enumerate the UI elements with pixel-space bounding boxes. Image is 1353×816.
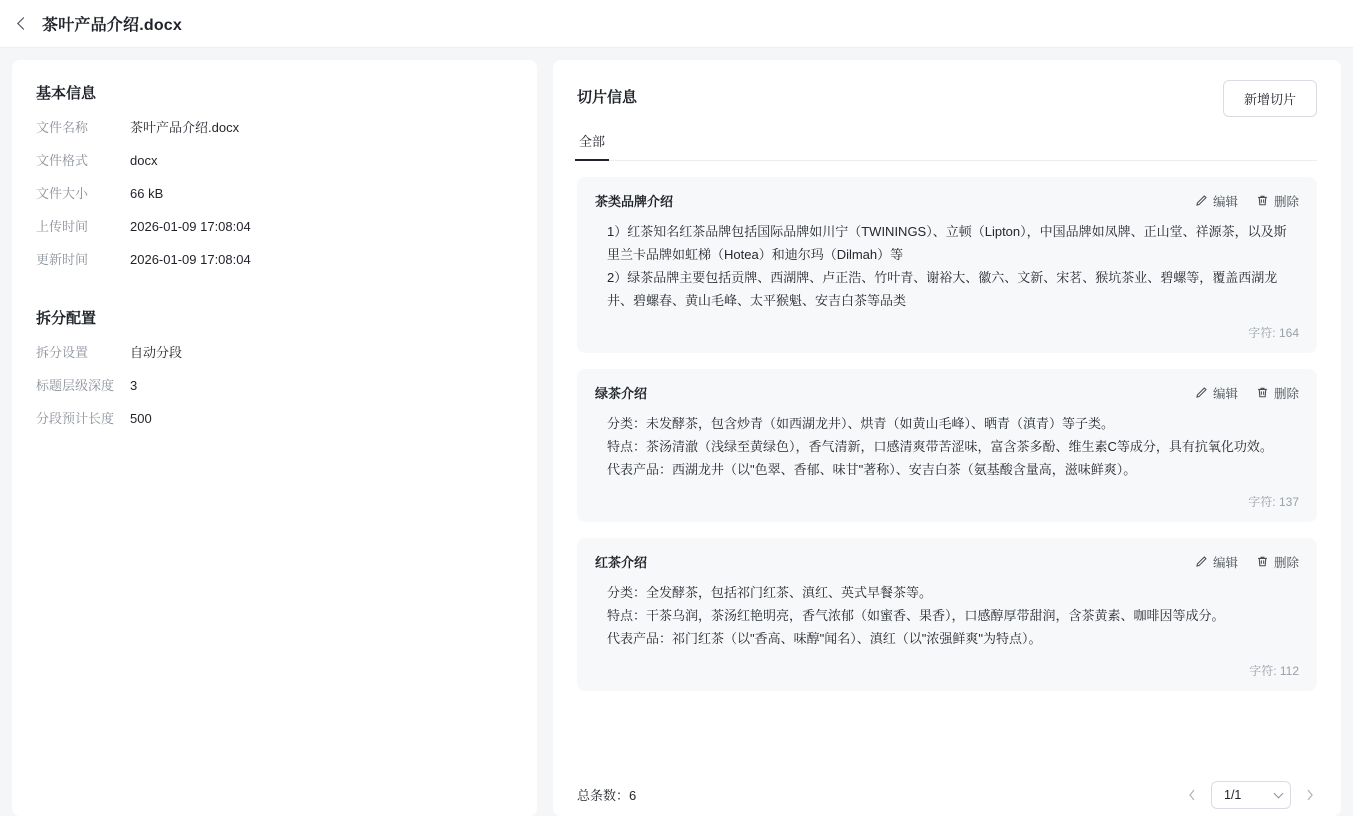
page-value: 1/1 (1224, 787, 1242, 802)
config-value: 自动分段 (130, 345, 183, 360)
slice-panel-title: 切片信息 (577, 89, 638, 106)
edit-label: 编辑 (1212, 194, 1238, 209)
slice-actions (1195, 192, 1299, 210)
info-row-update-time (36, 251, 513, 269)
slice-char-count (595, 324, 1299, 341)
slice-card (577, 369, 1317, 522)
config-label: 拆分设置 (36, 345, 89, 360)
slice-line: 分类：全发酵茶，包括祁门红茶、滇红、英式早餐茶等。 (607, 585, 933, 600)
total-value: 6 (629, 788, 637, 803)
slice-line: 代表产品：西湖龙井（以"色翠、香郁、味甘"著称）、安吉白茶（氨基酸含量高，滋味鲜爽）。 (607, 462, 1137, 477)
delete-slice-button[interactable] (1256, 384, 1299, 402)
slice-card (577, 177, 1317, 353)
pencil-icon (1195, 194, 1208, 207)
info-label: 更新时间 (36, 252, 89, 267)
char-label: 字符: (1248, 495, 1279, 509)
chevron-right-icon (1306, 789, 1314, 801)
slice-char-count (595, 662, 1299, 679)
slice-line: 2）绿茶品牌主要包括贡牌、西湖牌、卢正浩、竹叶青、谢裕大、徽六、文新、宋茗、猴坑茶业、碧螺等，覆盖西湖龙井、碧螺春、黄山毛峰、太平猴魁、安吉白茶等品类 (607, 270, 1278, 308)
trash-icon (1256, 386, 1269, 399)
info-label: 上传时间 (36, 219, 89, 234)
char-value: 137 (1278, 495, 1299, 509)
info-label: 文件名称 (36, 120, 89, 135)
info-value: 茶叶产品介绍.docx (130, 120, 240, 135)
slice-card-header (595, 191, 1299, 210)
slice-panel-footer (553, 772, 1341, 816)
config-label: 标题层级深度 (36, 378, 115, 393)
char-value: 112 (1279, 664, 1299, 678)
edit-slice-button[interactable] (1195, 553, 1238, 571)
config-label: 分段预计长度 (36, 411, 115, 426)
slice-panel-header (553, 60, 1341, 117)
info-value: 66 kB (130, 186, 164, 201)
slice-line: 1）红茶知名红茶品牌包括国际品牌如川宁（TWININGS）、立顿（Lipton），中国品牌如凤牌、正山堂、祥源茶，以及斯里兰卡品牌如虹梯（Hotea）和迪尔玛（Dilmah）等 (607, 224, 1287, 262)
info-row-filename (36, 119, 513, 137)
slice-title: 绿茶介绍 (595, 386, 648, 401)
info-label: 文件大小 (36, 186, 89, 201)
delete-label: 删除 (1273, 194, 1299, 209)
config-row-heading-depth (36, 377, 513, 395)
slice-list (553, 161, 1341, 772)
slice-panel (553, 60, 1341, 816)
info-value: 2026-01-09 17:08:04 (130, 252, 251, 267)
info-value: docx (130, 153, 158, 168)
config-row-split-setting (36, 344, 513, 362)
config-value: 3 (130, 378, 138, 393)
edit-label: 编辑 (1212, 386, 1238, 401)
char-label: 字符: (1249, 664, 1280, 678)
delete-slice-button[interactable] (1256, 192, 1299, 210)
next-page-button[interactable] (1299, 783, 1321, 807)
slice-line: 分类：未发酵茶，包含炒青（如西湖龙井）、烘青（如黄山毛峰）、晒青（滇青）等子类。 (607, 416, 1115, 431)
slice-card-header (595, 552, 1299, 571)
slice-tabs (577, 131, 1317, 161)
chevron-left-icon (1188, 789, 1196, 801)
slice-actions (1195, 384, 1299, 402)
info-value: 2026-01-09 17:08:04 (130, 219, 251, 234)
app-body (0, 48, 1353, 816)
slice-actions (1195, 553, 1299, 571)
slice-char-count (595, 493, 1299, 510)
slice-content (595, 412, 1299, 481)
info-row-size (36, 185, 513, 203)
pagination (1181, 781, 1321, 809)
slice-card-header (595, 383, 1299, 402)
slice-card (577, 538, 1317, 691)
total-count (577, 785, 636, 804)
left-info-panel (12, 60, 537, 816)
slice-content (595, 220, 1299, 312)
pencil-icon (1195, 555, 1208, 568)
slice-content (595, 581, 1299, 650)
trash-icon (1256, 555, 1269, 568)
config-row-segment-length (36, 410, 513, 428)
back-button[interactable] (8, 10, 36, 38)
char-value: 164 (1278, 326, 1299, 340)
page-select[interactable] (1211, 781, 1291, 809)
delete-slice-button[interactable] (1256, 553, 1299, 571)
prev-page-button[interactable] (1181, 783, 1203, 807)
chevron-down-icon (1274, 788, 1284, 798)
page-title: 茶叶产品介绍.docx (42, 17, 182, 34)
total-label: 总条数： (577, 788, 630, 803)
info-label: 文件格式 (36, 153, 89, 168)
edit-slice-button[interactable] (1195, 384, 1238, 402)
char-label: 字符: (1248, 326, 1279, 340)
edit-slice-button[interactable] (1195, 192, 1238, 210)
info-row-format (36, 152, 513, 170)
info-row-upload-time (36, 218, 513, 236)
tab-all[interactable]: 全部 (577, 131, 607, 160)
slice-title: 红茶介绍 (595, 555, 648, 570)
delete-label: 删除 (1273, 386, 1299, 401)
basic-info-title: 基本信息 (36, 85, 97, 102)
trash-icon (1256, 194, 1269, 207)
edit-label: 编辑 (1212, 555, 1238, 570)
delete-label: 删除 (1273, 555, 1299, 570)
slice-line: 特点：茶汤清澈（浅绿至黄绿色），香气清新，口感清爽带苦涩味，富含茶多酚、维生素C等成分，具有抗氧化功效。 (607, 439, 1273, 454)
slice-line: 代表产品：祁门红茶（以"香高、味醇"闻名）、滇红（以"浓强鲜爽"为特点）。 (607, 631, 1042, 646)
add-slice-button[interactable]: 新增切片 (1223, 80, 1317, 117)
app-header (0, 0, 1353, 48)
config-value: 500 (130, 411, 152, 426)
slice-line: 特点：干茶乌润，茶汤红艳明亮，香气浓郁（如蜜香、果香），口感醇厚带甜润，含茶黄素、咖啡因等成分。 (607, 608, 1225, 623)
pencil-icon (1195, 386, 1208, 399)
slice-title: 茶类品牌介绍 (595, 194, 674, 209)
split-config-title: 拆分配置 (36, 310, 97, 327)
chevron-left-icon (17, 17, 30, 30)
